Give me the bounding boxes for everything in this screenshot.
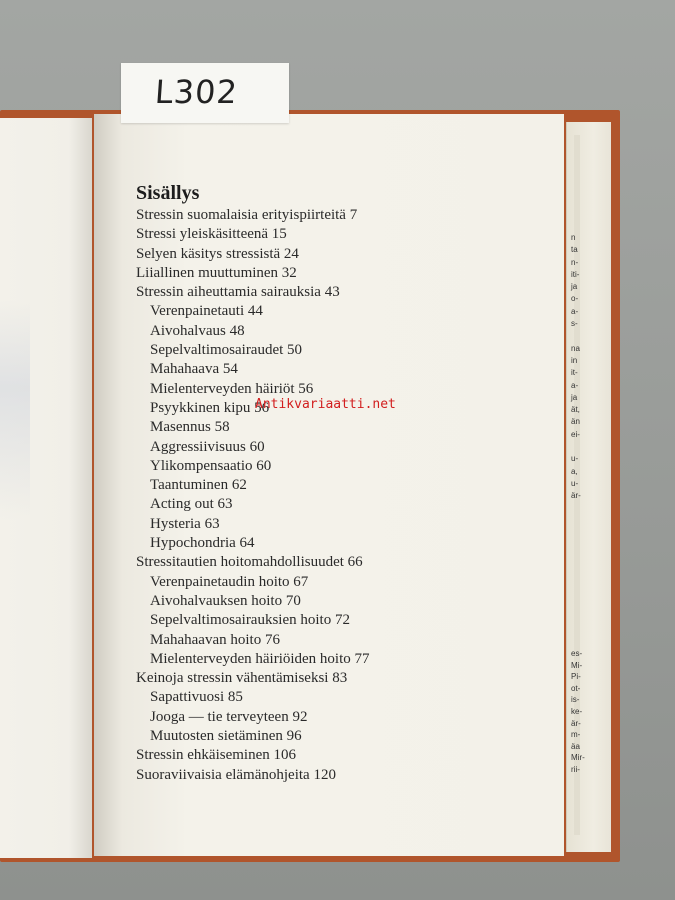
flap-text-fragment: ja [571,282,578,292]
toc-subentry: Mielenterveyden häiriöt 56 [150,380,314,397]
flap-text-fragment: in [571,355,578,365]
flap-text-fragment: n- [571,257,579,267]
flap-text-fragment: är- [571,718,581,728]
toc-subentry: Aggressiivisuus 60 [150,438,265,455]
flap-text-fragment: is- [571,695,580,705]
flap-text-fragment: äa [571,741,580,751]
toc-list [136,206,536,785]
inventory-tag-label: L302 [153,73,240,111]
flap-text-fragment: ta [571,245,578,255]
toc-subentry: Mahahaavan hoito 76 [150,631,280,648]
flap-text-fragment: it- [571,368,578,378]
flap-text-fragment: ei- [571,429,580,439]
toc-entry: Stressin ehkäiseminen 106 [136,747,296,764]
toc-subentry: Acting out 63 [150,496,233,513]
flap-text-fragments-top [571,232,601,503]
flap-text-fragment: a- [571,380,579,390]
flap-text-fragment: ja [571,392,578,402]
toc-entry: Stressi yleiskäsitteenä 15 [136,226,287,243]
toc-title: Sisällys [136,182,200,204]
toc-entry: Stressin suomalaisia erityispiirteitä 7 [136,207,358,223]
toc-subentry: Muutosten sietäminen 96 [150,728,302,745]
toc-subentry: Mielenterveyden häiriöiden hoito 77 [150,650,370,667]
flap-text-fragment: a- [571,306,579,316]
toc-subentry: Sepelvaltimosairauksien hoito 72 [150,612,350,629]
flap-text-fragments-bottom [571,648,601,776]
watermark: Antikvariaatti.net [255,397,396,412]
flap-text-fragment [571,441,601,453]
flap-text-fragment: n [571,233,576,242]
flap-text-fragment: Mir- [571,753,585,763]
flap-text-fragment: u- [571,454,579,464]
toc-subentry: Ylikompensaatio 60 [150,457,272,474]
inventory-tag [121,63,289,123]
flap-text-fragment: es- [571,649,583,658]
flap-text-fragment: ke- [571,706,583,716]
flap-text-fragment: Pi- [571,672,581,682]
flap-text-fragment: s- [571,319,578,329]
table-of-contents [136,180,536,785]
toc-entry: Liiallinen muuttuminen 32 [136,264,297,281]
flap-text-fragment [571,330,601,342]
toc-subentry: Aivohalvaus 48 [150,322,245,339]
toc-subentry: Mahahaava 54 [150,361,238,378]
toc-subentry: Verenpainetauti 44 [150,303,263,320]
toc-subentry: Jooga — tie terveyteen 92 [150,708,308,725]
toc-subentry: Sapattivuosi 85 [150,689,243,706]
flap-text-fragment: u- [571,478,579,488]
flap-text-fragment: o- [571,294,579,304]
flap-text-fragment: ät, [571,405,580,415]
toc-subentry: Psyykkinen kipu 56 [150,399,270,416]
toc-subentry: Hysteria 63 [150,515,220,532]
toc-entry: Selyen käsitys stressistä 24 [136,245,299,262]
flap-text-fragment: ot- [571,683,581,693]
flap-text-fragment: m- [571,730,581,740]
toc-subentry: Taantuminen 62 [150,477,247,494]
flap-text-fragment: är- [571,491,581,501]
toc-entry: Stressitautien hoitomahdollisuudet 66 [136,554,363,571]
toc-subentry: Sepelvaltimosairaudet 50 [150,342,303,359]
flap-text-fragment: iti- [571,269,580,279]
toc-subentry: Hypochondria 64 [150,535,255,552]
left-page-show-through [0,300,30,520]
flap-text-fragment: rii- [571,764,580,774]
toc-subentry: Aivohalvauksen hoito 70 [150,592,301,609]
toc-subentry: Verenpainetaudin hoito 67 [150,573,309,590]
toc-entry: Keinoja stressin vähentämiseksi 83 [136,670,348,687]
toc-entry: Suoraviivaisia elämänohjeita 120 [136,766,336,783]
toc-entry: Stressin aiheuttamia sairauksia 43 [136,284,340,301]
flap-text-fragment: än [571,417,580,427]
toc-subentry: Masennus 58 [150,419,230,436]
flap-text-fragment: na [571,343,580,353]
flap-text-fragment: Mi- [571,660,583,670]
flap-text-fragment: a, [571,466,578,476]
